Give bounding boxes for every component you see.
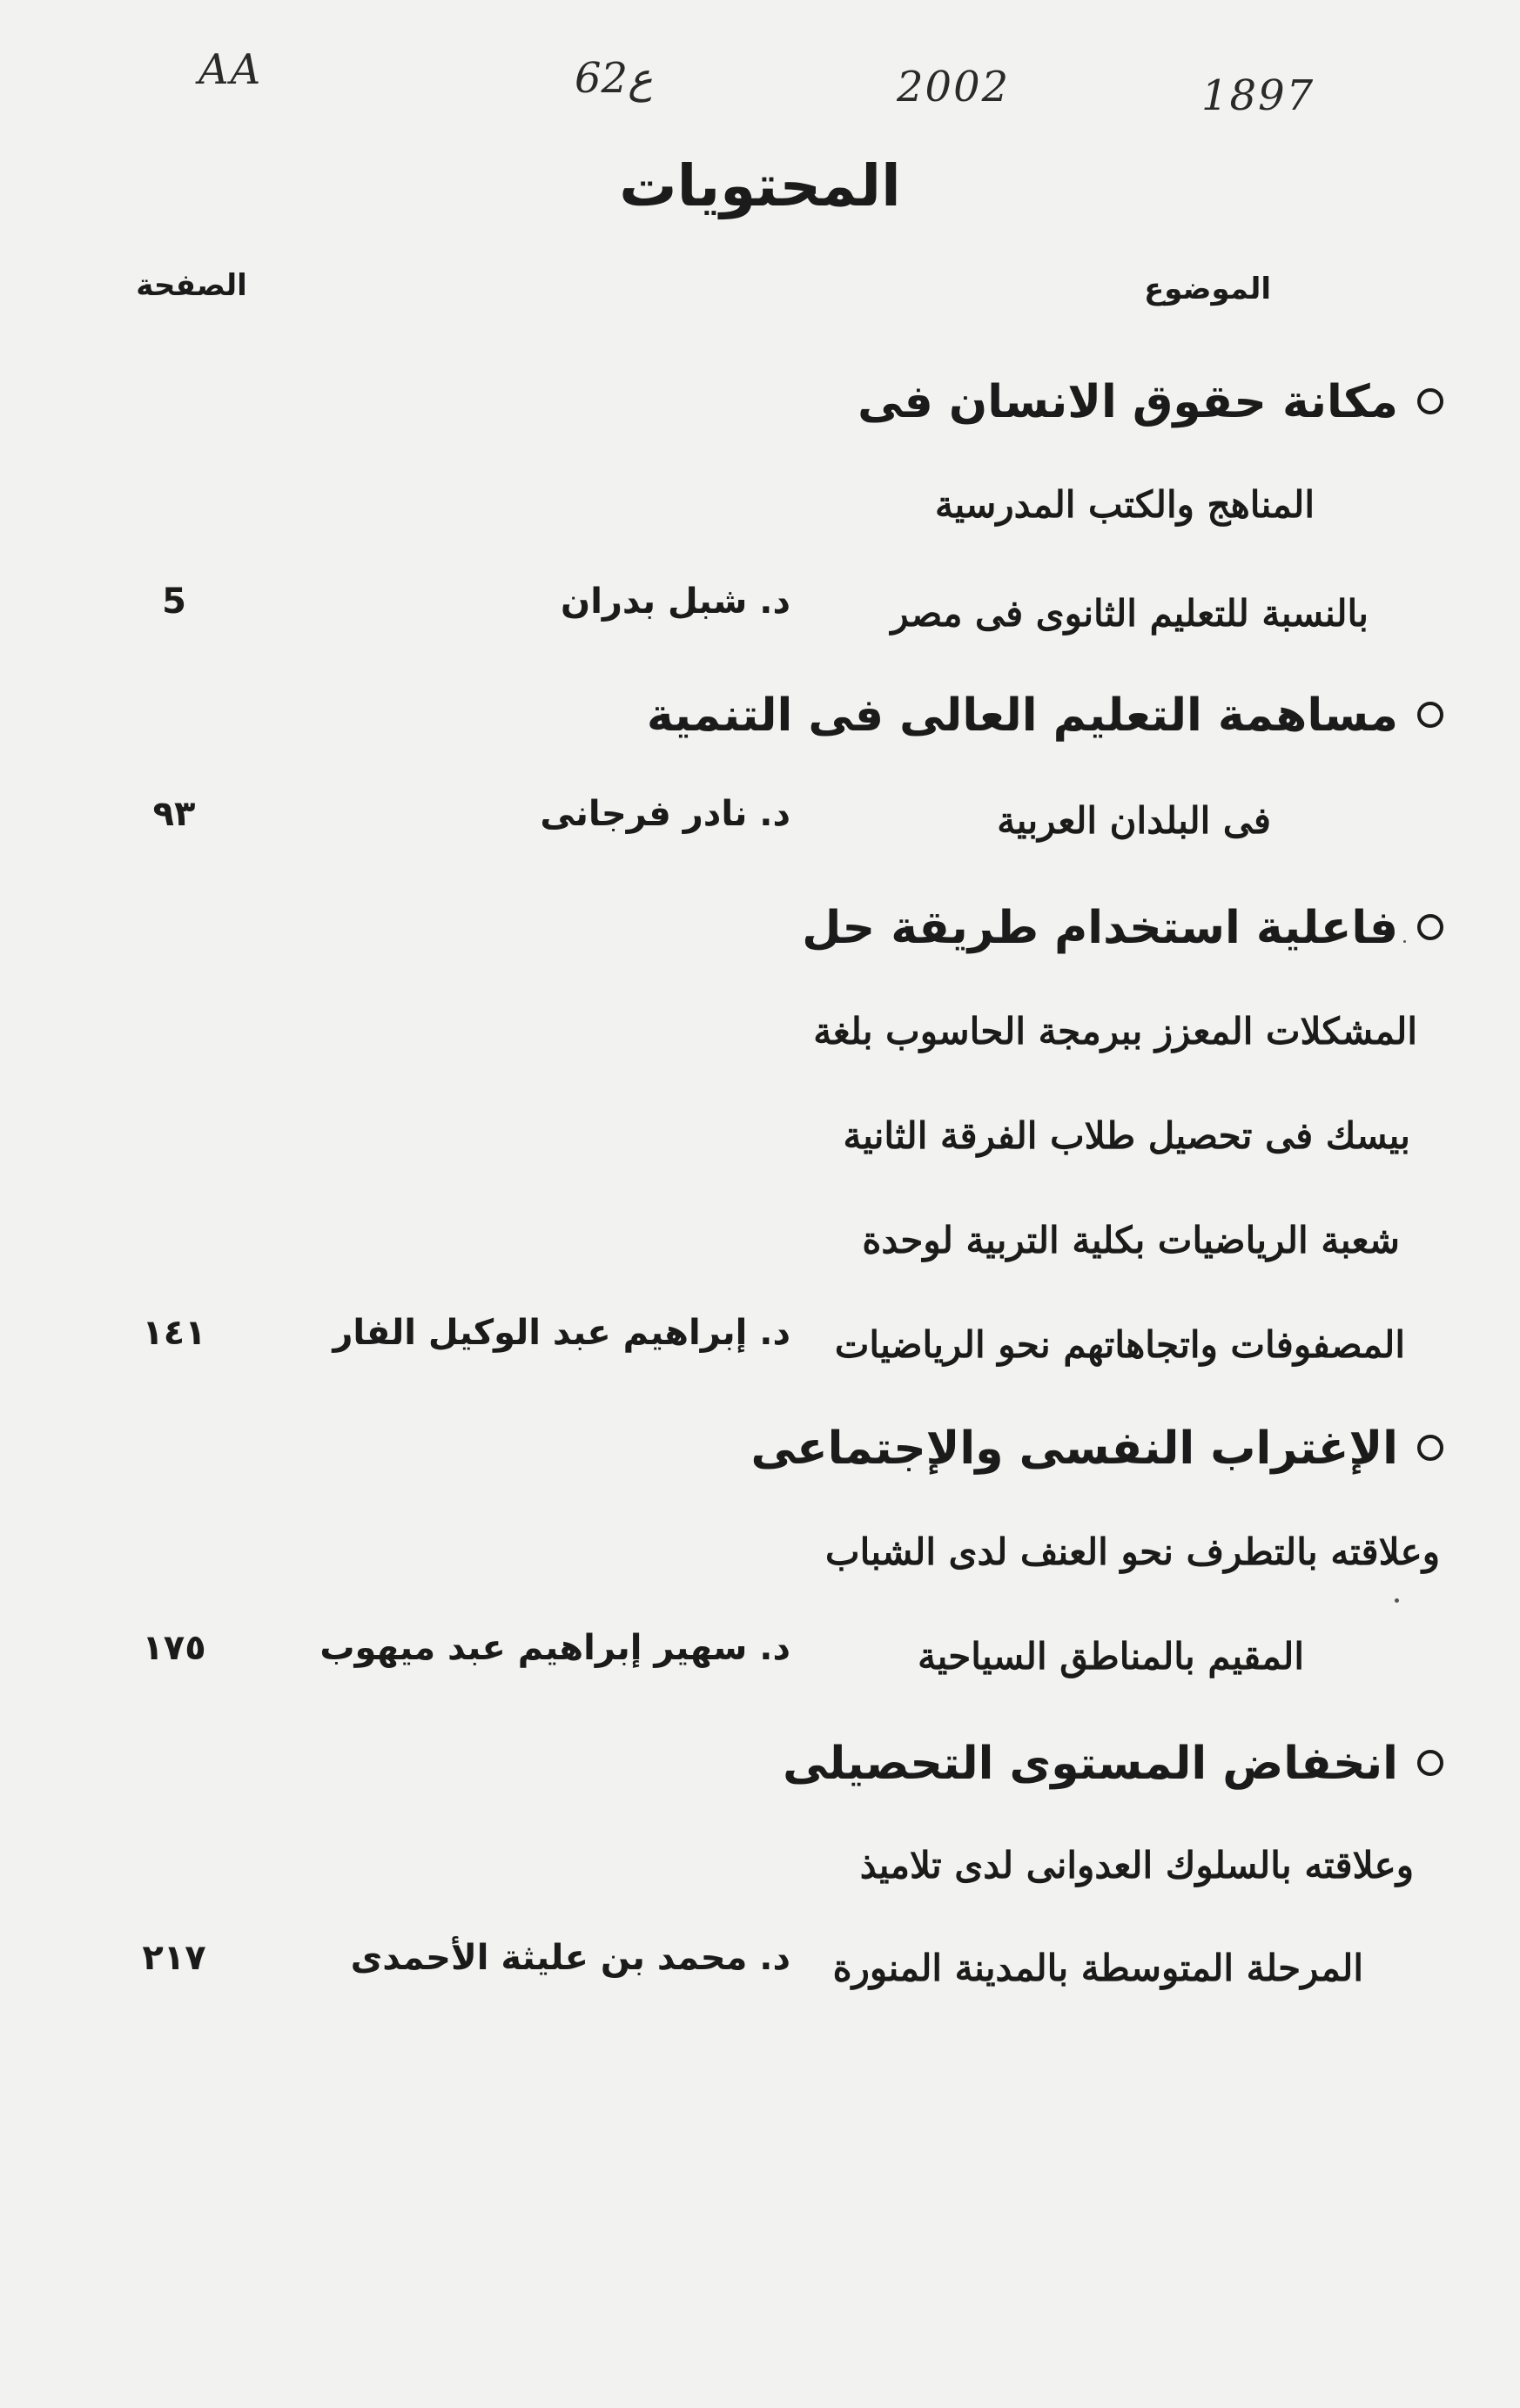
toc-entry-2-title xyxy=(646,689,1443,742)
bullet-ring-icon xyxy=(1417,914,1443,940)
toc-entry-3-title-text: فاعلية استخدام طريقة حل xyxy=(802,902,1398,954)
toc-entry-5-author: د. محمد بن عليثة الأحمدى xyxy=(350,1938,790,1978)
bullet-ring-icon xyxy=(1417,702,1443,728)
toc-entry-4-title xyxy=(695,1423,1443,1475)
toc-entry-4-author: د. سهير إبراهيم عبد ميهوب xyxy=(319,1628,790,1668)
toc-entry-5-subtitle-line-1: وعلاقته بالسلوك العدوانى لدى تلاميذ xyxy=(859,1844,1414,1887)
toc-entry-5-page: ٢١٧ xyxy=(142,1938,206,1978)
toc-entry-5-title xyxy=(695,1738,1443,1790)
toc-entry-4-page: ١٧٥ xyxy=(142,1628,206,1668)
column-header-topic: الموضوع xyxy=(1144,272,1271,306)
toc-entry-4-subtitle-line-1: وعلاقته بالتطرف نحو العنف لدى الشباب xyxy=(825,1530,1440,1573)
column-header-page: الصفحة xyxy=(136,268,247,303)
toc-entry-4-subtitle-line-2: المقيم بالمناطق السياحية xyxy=(918,1635,1304,1678)
bullet-ring-icon xyxy=(1417,1750,1443,1776)
handwritten-note-3: 2002 xyxy=(897,63,1011,111)
toc-entry-5-subtitle-line-2: المرحلة المتوسطة بالمدينة المنورة xyxy=(832,1947,1363,1989)
toc-entry-1-subtitle-line-2: بالنسبة للتعليم الثانوى فى مصر xyxy=(891,592,1369,635)
toc-entry-4-title-text: الإغتراب النفسى والإجتماعى xyxy=(750,1423,1398,1475)
toc-entry-3-page: ١٤١ xyxy=(142,1313,206,1353)
handwritten-note-2: 62ع xyxy=(575,54,653,103)
toc-entry-3-title xyxy=(695,902,1443,954)
bullet-ring-icon xyxy=(1417,1435,1443,1461)
toc-entry-1-subtitle-line-1: المناهج والكتب المدرسية xyxy=(934,483,1315,526)
toc-entry-3-subtitle-line-1: المشكلات المعزز ببرمجة الحاسوب بلغة xyxy=(813,1010,1417,1053)
toc-entry-2-subtitle-line-1: فى البلدان العربية xyxy=(997,799,1271,842)
toc-entry-2-author: د. نادر فرجانى xyxy=(540,794,790,834)
bullet-ring-icon xyxy=(1417,388,1443,414)
toc-entry-3-subtitle-line-4: المصفوفات واتجاهاتهم نحو الرياضيات xyxy=(834,1323,1405,1366)
toc-entry-1-page: 5 xyxy=(162,582,186,622)
toc-entry-2-page: ٩٣ xyxy=(152,794,196,834)
toc-entry-1-title-text: مكانة حقوق الانسان فى xyxy=(858,376,1398,428)
toc-entry-3-subtitle-line-3: شعبة الرياضيات بكلية التربية لوحدة xyxy=(862,1219,1400,1261)
toc-entry-1-author: د. شبل بدران xyxy=(561,582,790,622)
toc-entry-5-title-text: انخفاض المستوى التحصيلى xyxy=(783,1738,1398,1790)
toc-entry-1-title xyxy=(695,376,1443,428)
toc-entry-3-author: د. إبراهيم عبد الوكيل الفار xyxy=(333,1313,790,1353)
handwritten-note-1: AA xyxy=(198,45,263,94)
toc-entry-3-subtitle-line-2: بيسك فى تحصيل طلاب الفرقة الثانية xyxy=(843,1114,1410,1157)
handwritten-note-4: 1897 xyxy=(1201,71,1315,120)
scan-speck xyxy=(1403,940,1406,943)
scan-speck xyxy=(1395,1598,1399,1603)
page-title: المحتويات xyxy=(619,152,901,219)
toc-entry-2-title-text: مساهمة التعليم العالى فى التنمية xyxy=(646,689,1398,742)
